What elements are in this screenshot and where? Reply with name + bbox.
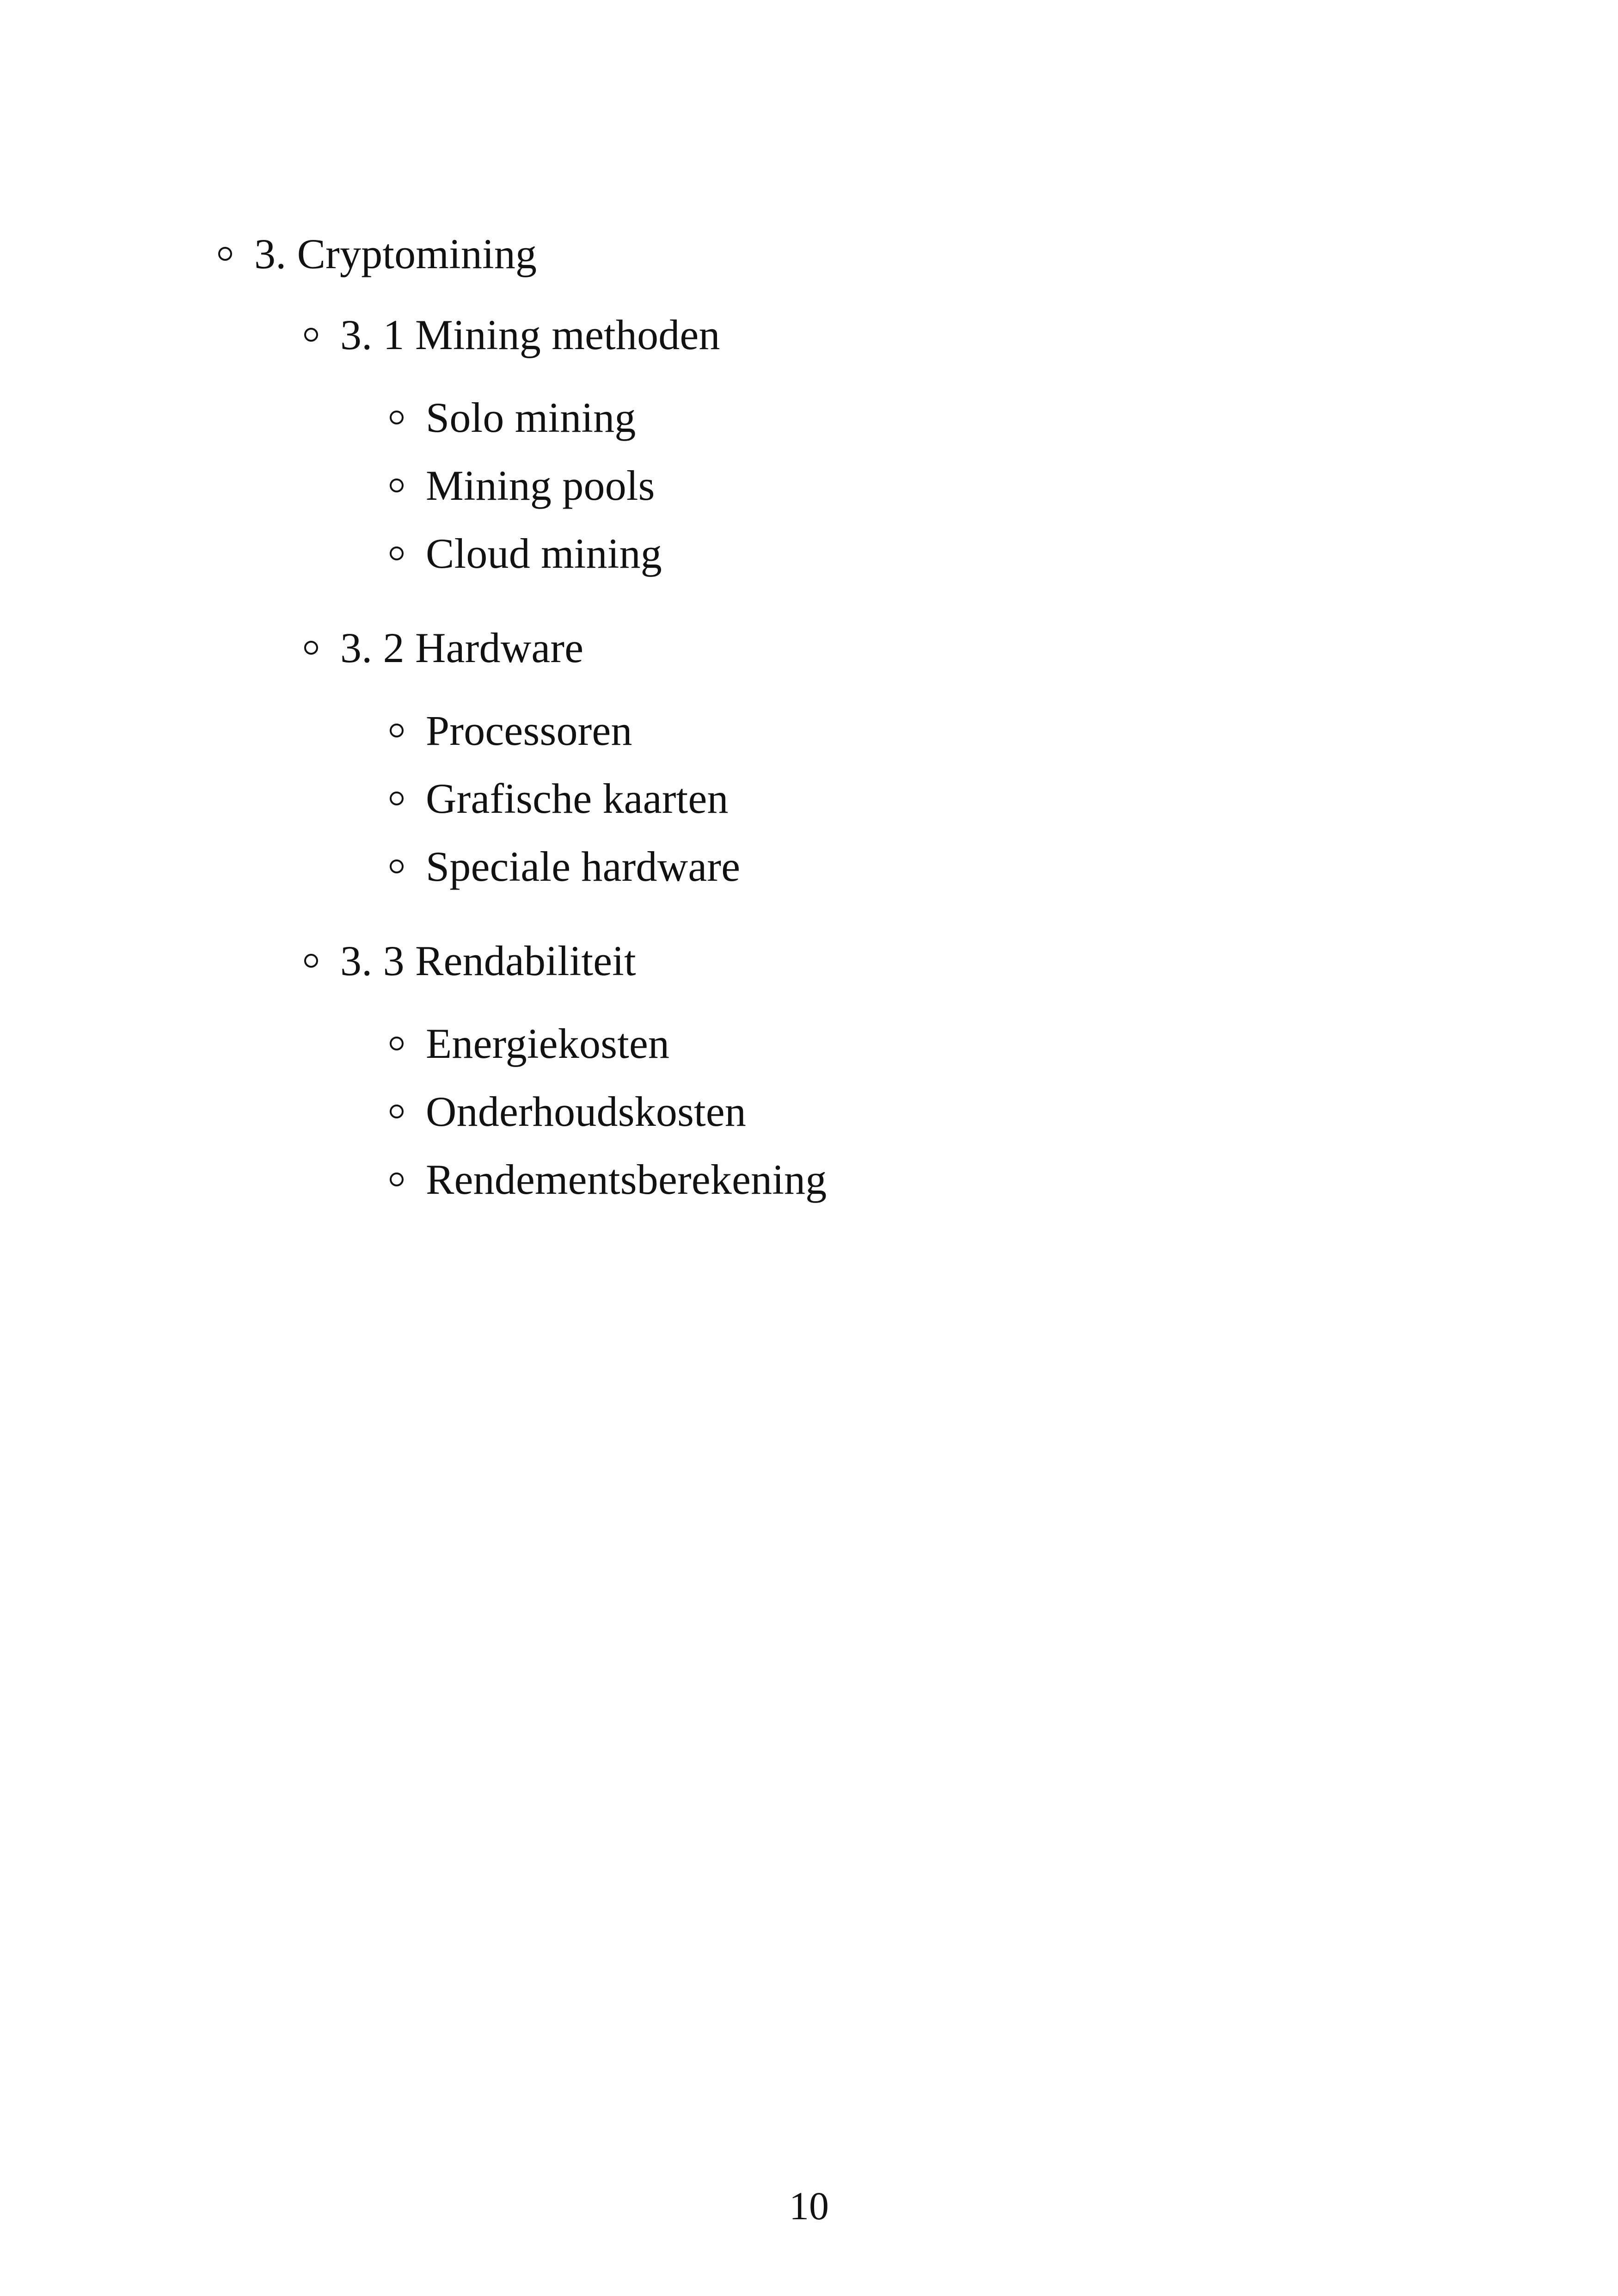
outline-item-subitem: [390, 1152, 827, 1207]
outline-subitem-label: Energiekosten: [426, 1020, 670, 1067]
hollow-circle-bullet-icon: [390, 1037, 404, 1050]
outline-item-section: [304, 307, 720, 362]
outline-section-title: 3. 3 Rendabiliteit: [340, 937, 636, 984]
outline-item-subitem: [390, 1016, 669, 1071]
outline-subitem-label: Onderhoudskosten: [426, 1088, 747, 1135]
hollow-circle-bullet-icon: [304, 328, 318, 342]
hollow-circle-bullet-icon: [390, 1105, 404, 1118]
outline-item-subitem: [390, 771, 729, 826]
outline-subitem-label: Grafische kaarten: [426, 775, 729, 822]
outline-item-subitem: [390, 390, 636, 445]
hollow-circle-bullet-icon: [390, 411, 404, 424]
page-number: 10: [789, 2184, 829, 2228]
outline-item-subitem: [390, 1084, 746, 1139]
outline-subitem-label: Cloud mining: [426, 530, 662, 577]
hollow-circle-bullet-icon: [390, 724, 404, 737]
outline-subitem-label: Mining pools: [426, 462, 655, 509]
hollow-circle-bullet-icon: [390, 859, 404, 873]
hollow-circle-bullet-icon: [390, 792, 404, 805]
outline-item-chapter: [218, 226, 537, 282]
outline-item-section: [304, 620, 583, 675]
outline-item-section: [304, 933, 636, 988]
outline-item-subitem: [390, 526, 662, 581]
outline-subitem-label: Speciale hardware: [426, 843, 741, 890]
hollow-circle-bullet-icon: [390, 546, 404, 560]
outline-section-title: 3. 1 Mining methoden: [340, 311, 720, 358]
outline-chapter-title: 3. Cryptomining: [254, 230, 537, 277]
outline-section-title: 3. 2 Hardware: [340, 624, 584, 671]
outline-item-subitem: [390, 458, 655, 513]
hollow-circle-bullet-icon: [304, 954, 318, 968]
hollow-circle-bullet-icon: [218, 247, 232, 261]
outline-subitem-label: Solo mining: [426, 394, 636, 441]
outline-subitem-label: Processoren: [426, 707, 632, 754]
outline-item-subitem: [390, 839, 740, 894]
hollow-circle-bullet-icon: [304, 641, 318, 655]
hollow-circle-bullet-icon: [390, 1173, 404, 1186]
outline-item-subitem: [390, 703, 632, 758]
outline-subitem-label: Rendementsberekening: [426, 1156, 827, 1203]
hollow-circle-bullet-icon: [390, 479, 404, 492]
